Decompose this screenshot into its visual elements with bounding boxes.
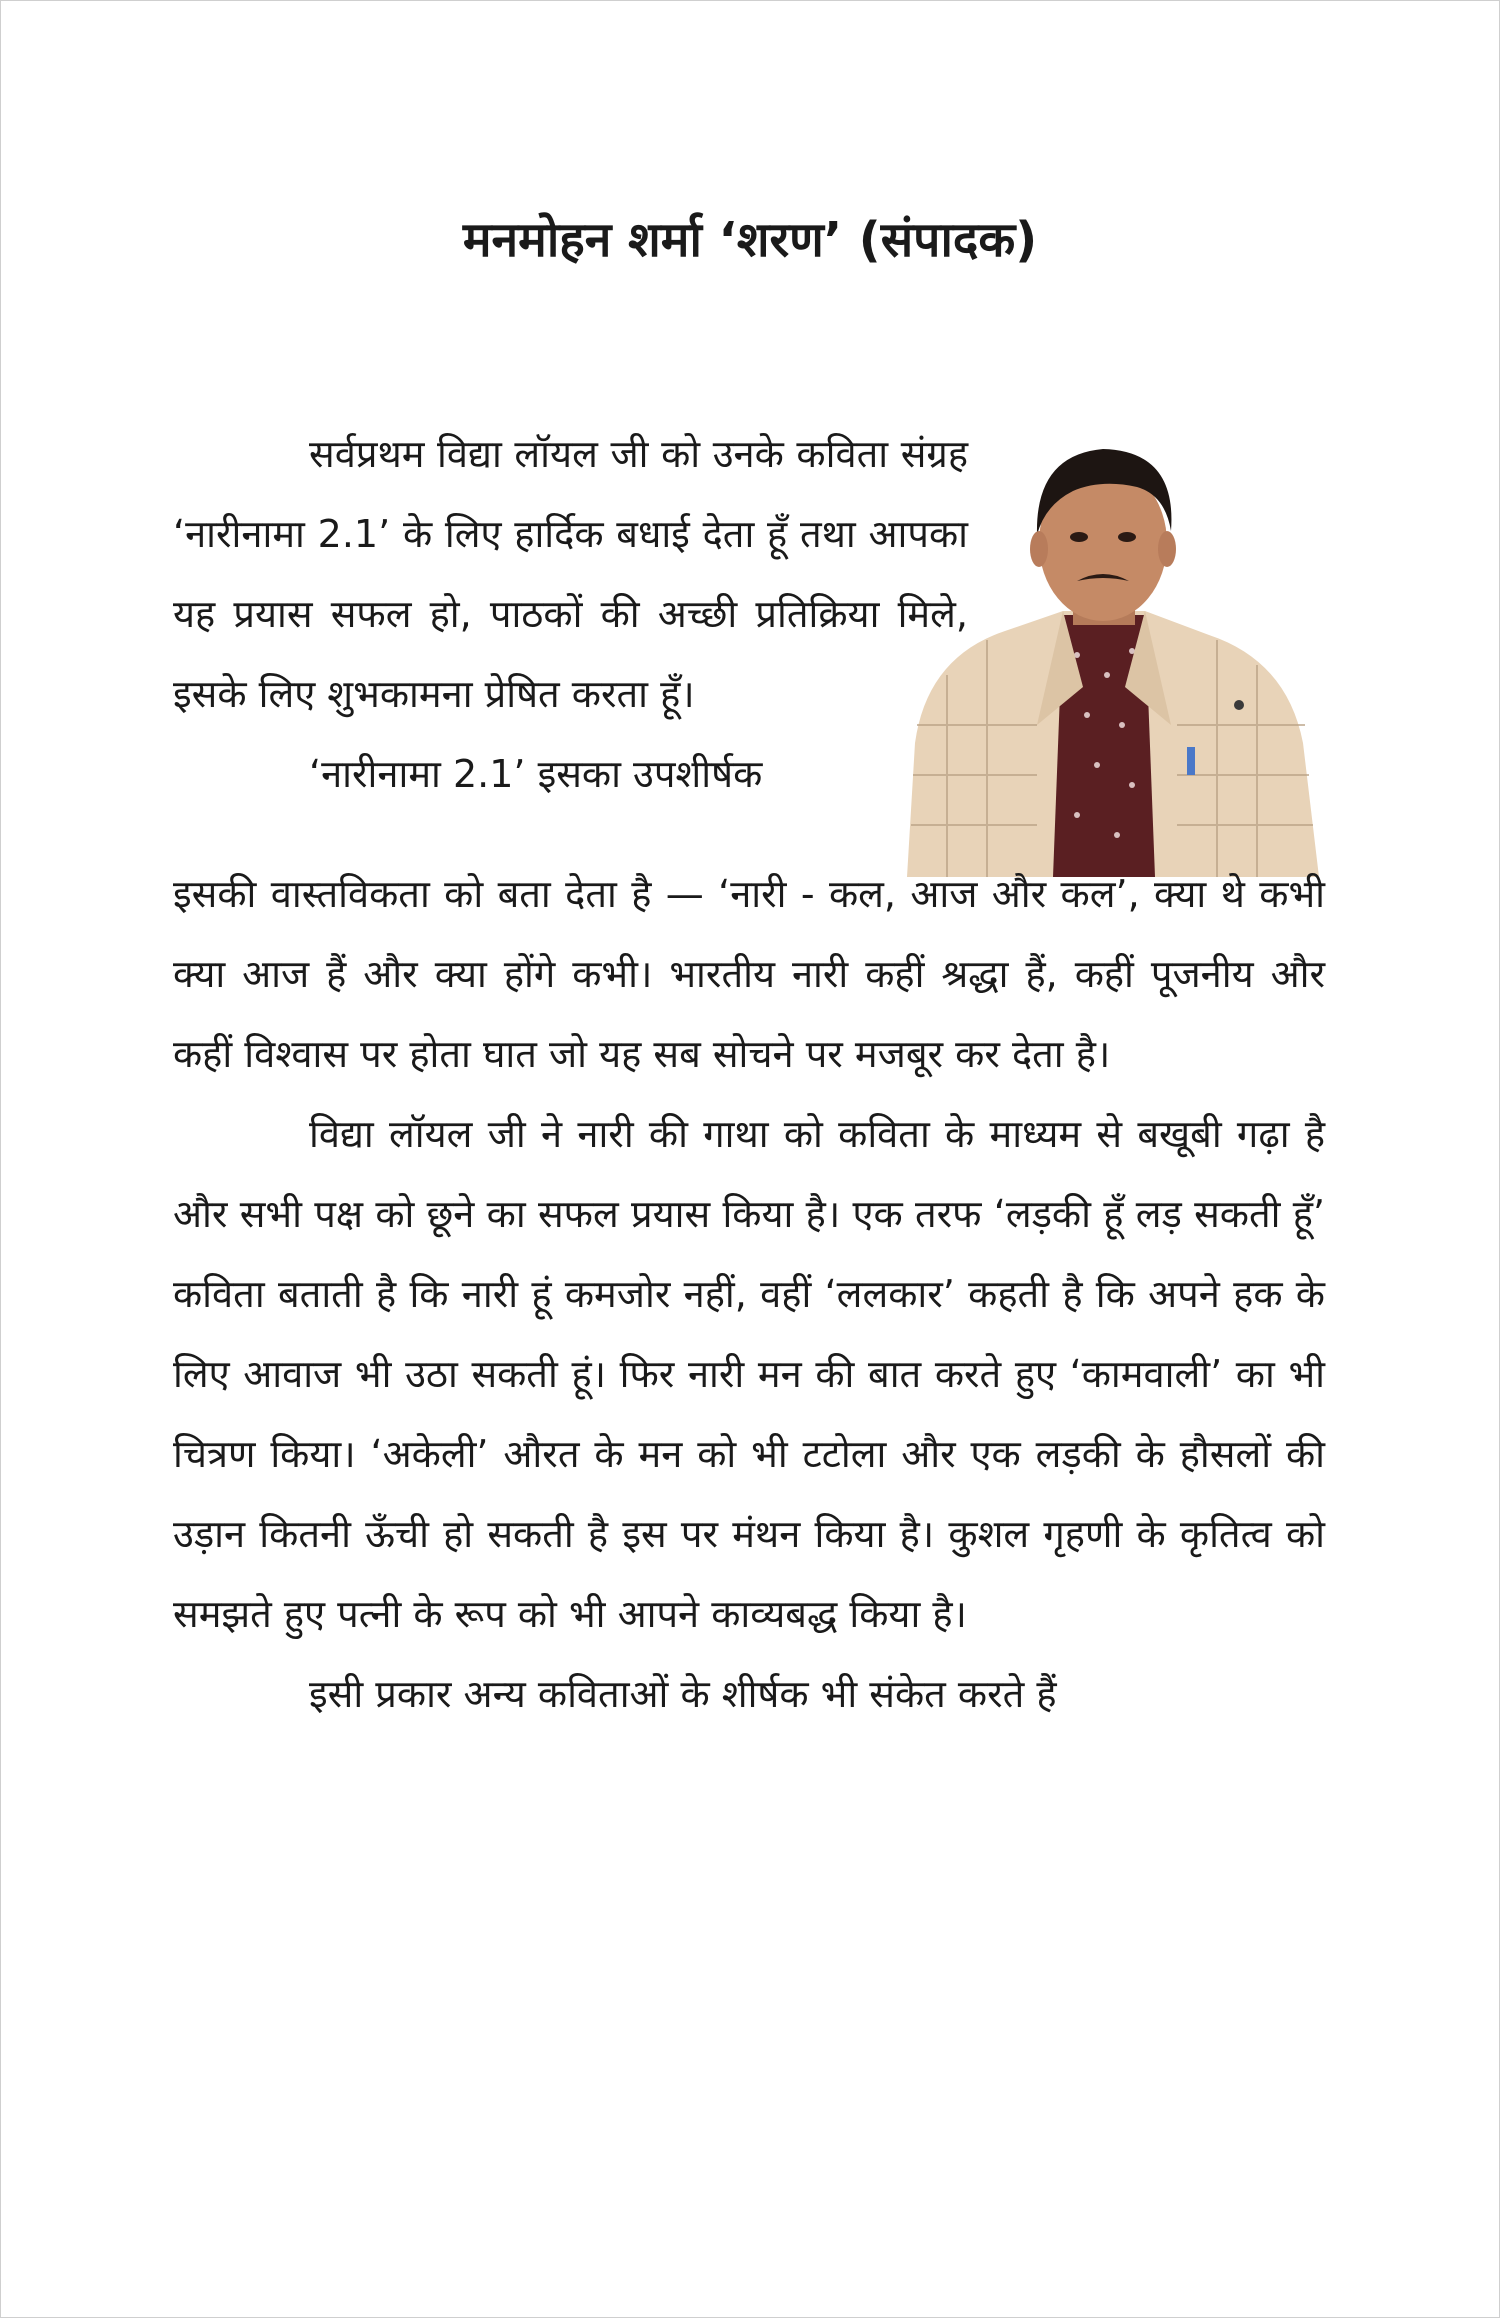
page-title: मनमोहन शर्मा ‘शरण’ (संपादक) — [462, 212, 1038, 268]
intro-paragraph-block — [173, 414, 968, 814]
paragraph-5: इसी प्रकार अन्य कविताओं के शीर्षक भी संकेत करते हैं — [309, 1672, 1057, 1716]
paragraph-3: इसकी वास्तविकता को बता देता है — ‘नारी - कल, आज और कल’, क्या थे कभी क्या आज हैं और क्या होंगे कभी। भारतीय नारी कहीं श्रद्धा हैं, कहीं पूजनीय और कहीं विश्वास पर होता घात जो यह सब सोचने पर मजबूर कर देता है। — [173, 872, 1325, 1076]
paragraph-2: ‘नारीनामा 2.1’ इसका उपशीर्षक — [309, 752, 763, 796]
body-text-block — [173, 854, 1325, 1734]
paragraph-1: सर्वप्रथम विद्या लॉयल जी को उनके कविता संग्रह ‘नारीनामा 2.1’ के लिए हार्दिक बधाई देता हूँ तथा आपका यह प्रयास सफल हो, पाठकों की अच्छी प्रतिक्रिया मिले, इसके लिए शुभकामना प्रेषित करता हूँ। — [173, 432, 968, 716]
paragraph-4: विद्या लॉयल जी ने नारी की गाथा को कविता के माध्यम से बखूबी गढ़ा है और सभी पक्ष को छूने का सफल प्रयास किया है। एक तरफ ‘लड़की हूँ लड़ सकती हूँ’ कविता बताती है कि नारी हूं कमजोर नहीं, वहीं ‘ललकार’ कहती है कि अपने हक के लिए आवाज भी उठा सकती हूं। फिर नारी मन की बात करते हुए ‘कामवाली’ का भी चित्रण किया। ‘अकेली’ औरत के मन को भी टटोला और एक लड़की के हौसलों की उड़ान कितनी ऊँची हो सकती है इस पर मंथन किया है। कुशल गृहणी के कृतित्व को समझते हुए पत्नी के रूप को भी आपने काव्यबद्ध किया है। — [173, 1112, 1325, 1636]
